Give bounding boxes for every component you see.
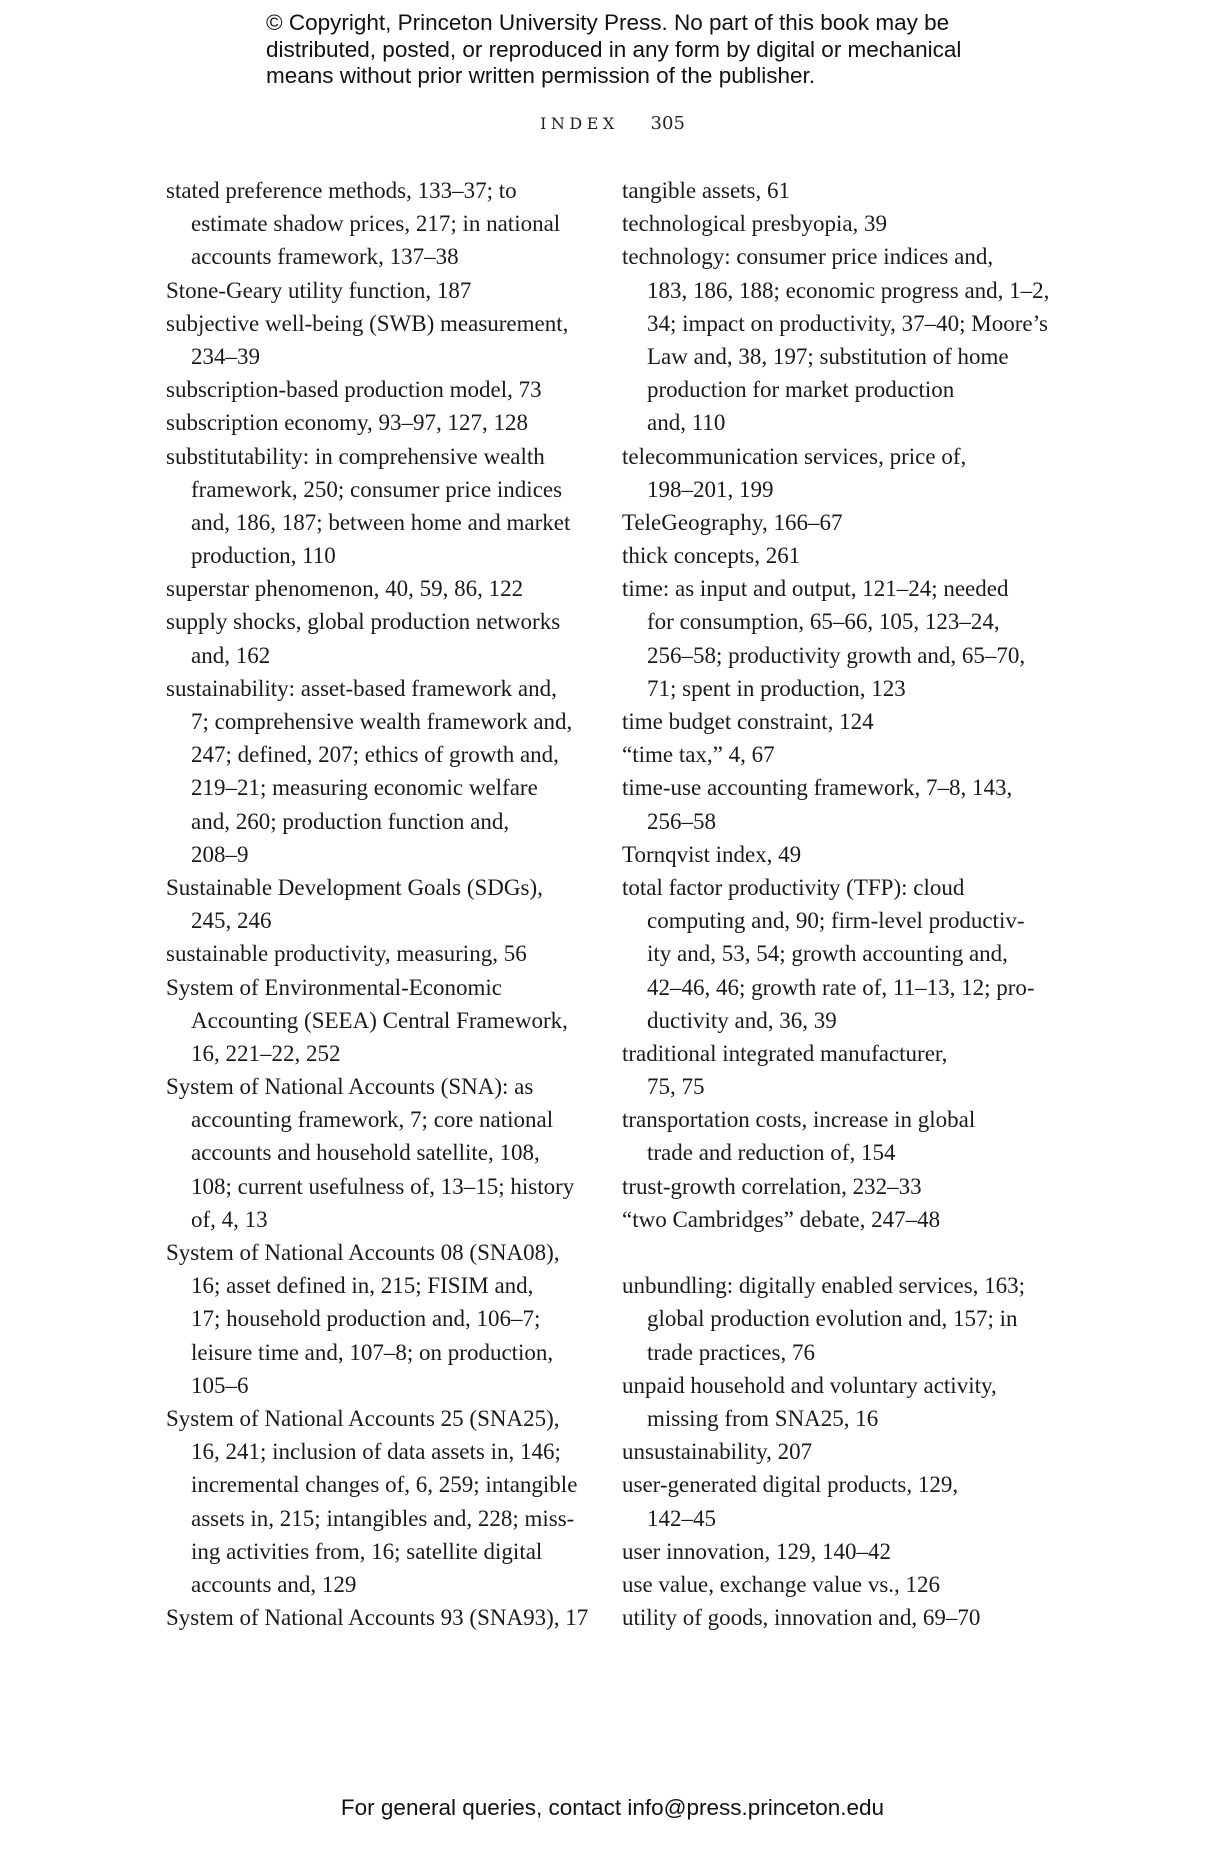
- index-entry-continuation: and, 110: [647, 410, 726, 436]
- index-entry-continuation: 34; impact on productivity, 37–40; Moore’s: [647, 310, 1048, 336]
- index-entry: unsustainability, 207: [622, 1439, 813, 1465]
- footer-contact: For general queries, contact info@press.princeton.edu: [340, 1795, 885, 1820]
- copyright-line: means without prior written permission of the publisher.: [266, 63, 816, 88]
- running-head: [0, 113, 1225, 134]
- index-entry-continuation: incremental changes of, 6, 259; intangible: [191, 1472, 578, 1498]
- index-entry-continuation: estimate shadow prices, 217; in national: [191, 211, 561, 237]
- index-entry: substitutability: in comprehensive wealth: [166, 443, 545, 469]
- index-entry-continuation: assets in, 215; intangibles and, 228; miss-: [191, 1505, 575, 1531]
- index-entry: transportation costs, increase in global: [622, 1107, 976, 1133]
- copyright-line: distributed, posted, or reproduced in any form by digital or mechanical: [266, 36, 962, 62]
- index-entry-continuation: leisure time and, 107–8; on production,: [191, 1339, 554, 1365]
- index-entry: unbundling: digitally enabled services, 163;: [622, 1273, 1026, 1299]
- index-entry-continuation: accounts and, 129: [191, 1571, 357, 1597]
- index-entry-continuation: and, 162: [191, 642, 271, 668]
- index-entry-continuation: accounts and household satellite, 108,: [191, 1140, 540, 1166]
- index-entry: System of National Accounts 25 (SNA25),: [166, 1405, 560, 1431]
- index-entry-continuation: 75, 75: [647, 1074, 705, 1100]
- index-entry: System of National Accounts 93 (SNA93), 17: [166, 1605, 589, 1631]
- index-entry: thick concepts, 261: [622, 543, 801, 569]
- index-entry-continuation: 183, 186, 188; economic progress and, 1–2,: [647, 277, 1050, 303]
- index-entry: stated preference methods, 133–37; to: [166, 178, 517, 203]
- index-entry-continuation: 247; defined, 207; ethics of growth and,: [191, 742, 559, 768]
- index-entry: use value, exchange value vs., 126: [622, 1571, 941, 1597]
- index-entry-continuation: trade and reduction of, 154: [647, 1140, 896, 1166]
- index-entry-continuation: accounting framework, 7; core national: [191, 1107, 554, 1133]
- index-entry-continuation: 7; comprehensive wealth framework and,: [191, 709, 573, 734]
- index-entry: telecommunication services, price of,: [622, 443, 967, 469]
- copyright-line: © Copyright, Princeton University Press. No part of this book may be: [266, 10, 950, 35]
- index-entry: “two Cambridges” debate, 247–48: [622, 1206, 941, 1232]
- index-entry: technology: consumer price indices and,: [622, 244, 994, 270]
- running-head-label: INDEX: [540, 114, 619, 133]
- index-entry: Tornqvist index, 49: [622, 841, 802, 867]
- index-entry: time-use accounting framework, 7–8, 143,: [622, 775, 1013, 801]
- index-entry-continuation: 256–58; productivity growth and, 65–70,: [647, 642, 1026, 668]
- index-entry: System of Environmental-Economic: [166, 974, 502, 1000]
- index-entry: user innovation, 129, 140–42: [622, 1538, 891, 1564]
- index-entry-continuation: Accounting (SEEA) Central Framework,: [191, 1007, 568, 1033]
- index-entry-continuation: global production evolution and, 157; in: [647, 1306, 1018, 1332]
- index-entry: user-generated digital products, 129,: [622, 1472, 959, 1498]
- index-entry-continuation: ing activities from, 16; satellite digital: [191, 1538, 543, 1564]
- index-entry-continuation: production for market production: [647, 377, 955, 403]
- index-entry: subscription-based production model, 73: [166, 377, 542, 403]
- copyright-notice: [266, 10, 1006, 90]
- index-column-right: [622, 174, 1050, 1634]
- index-entry-continuation: ductivity and, 36, 39: [647, 1007, 837, 1033]
- index-entry: trust-growth correlation, 232–33: [622, 1173, 922, 1199]
- index-entry: System of National Accounts 08 (SNA08),: [166, 1240, 560, 1265]
- index-column-left: [166, 174, 606, 1634]
- index-entry-continuation: 16; asset defined in, 215; FISIM and,: [191, 1273, 534, 1299]
- index-entry-continuation: 71; spent in production, 123: [647, 675, 906, 701]
- index-entry: subjective well-being (SWB) measurement,: [166, 310, 569, 336]
- index-entry-continuation: Law and, 38, 197; substitution of home: [647, 343, 1009, 369]
- index-entry: TeleGeography, 166–67: [622, 509, 843, 535]
- index-entry: time budget constraint, 124: [622, 709, 874, 734]
- index-entry-continuation: ity and, 53, 54; growth accounting and,: [647, 941, 1008, 967]
- index-entry: Sustainable Development Goals (SDGs),: [166, 874, 543, 900]
- index-entry: utility of goods, innovation and, 69–70: [622, 1605, 981, 1631]
- index-entry-continuation: 16, 241; inclusion of data assets in, 146;: [191, 1439, 561, 1465]
- index-entry-continuation: 234–39: [191, 343, 260, 369]
- index-entry-continuation: of, 4, 13: [191, 1206, 268, 1232]
- index-entry-continuation: production, 110: [191, 543, 336, 569]
- index-entry-continuation: and, 186, 187; between home and market: [191, 509, 571, 535]
- index-entry: time: as input and output, 121–24; needed: [622, 576, 1009, 602]
- index-entry: supply shocks, global production networks: [166, 609, 561, 635]
- index-entry-continuation: 198–201, 199: [647, 476, 774, 502]
- index-entry-continuation: 105–6: [191, 1372, 249, 1398]
- index-entry-continuation: 142–45: [647, 1505, 716, 1531]
- index-entry: technological presbyopia, 39: [622, 211, 888, 237]
- index-entry-continuation: and, 260; production function and,: [191, 808, 510, 834]
- index-entry-continuation: 208–9: [191, 841, 249, 867]
- page-number: 305: [650, 113, 685, 134]
- index-entry: tangible assets, 61: [622, 178, 790, 203]
- index-entry-continuation: 16, 221–22, 252: [191, 1040, 341, 1066]
- index-section-gap: [622, 1236, 1042, 1269]
- index-entry: traditional integrated manufacturer,: [622, 1040, 948, 1066]
- index-entry: unpaid household and voluntary activity,: [622, 1372, 997, 1398]
- index-entry: sustainable productivity, measuring, 56: [166, 941, 527, 967]
- index-entry-continuation: trade practices, 76: [647, 1339, 815, 1365]
- index-entry: System of National Accounts (SNA): as: [166, 1074, 534, 1100]
- index-entry-continuation: computing and, 90; firm-level productiv-: [647, 908, 1025, 934]
- index-entry: superstar phenomenon, 40, 59, 86, 122: [166, 576, 524, 602]
- index-entry: “time tax,” 4, 67: [622, 742, 775, 768]
- index-entry: Stone-Geary utility function, 187: [166, 277, 472, 303]
- index-entry-continuation: framework, 250; consumer price indices: [191, 476, 563, 502]
- index-entry-continuation: 256–58: [647, 808, 716, 834]
- index-entry: sustainability: asset-based framework and,: [166, 675, 557, 701]
- index-entry-continuation: missing from SNA25, 16: [647, 1405, 879, 1431]
- index-entry-continuation: 42–46, 46; growth rate of, 11–13, 12; pro-: [647, 974, 1035, 1000]
- index-entry: subscription economy, 93–97, 127, 128: [166, 410, 529, 436]
- index-entry-continuation: 219–21; measuring economic welfare: [191, 775, 538, 801]
- index-entry-continuation: accounts framework, 137–38: [191, 244, 459, 270]
- index-entry: total factor productivity (TFP): cloud: [622, 874, 965, 900]
- index-entry-continuation: 17; household production and, 106–7;: [191, 1306, 541, 1332]
- index-entry-continuation: 245, 246: [191, 908, 272, 934]
- index-entry-continuation: for consumption, 65–66, 105, 123–24,: [647, 609, 1000, 635]
- index-entry-continuation: 108; current usefulness of, 13–15; history: [191, 1173, 575, 1199]
